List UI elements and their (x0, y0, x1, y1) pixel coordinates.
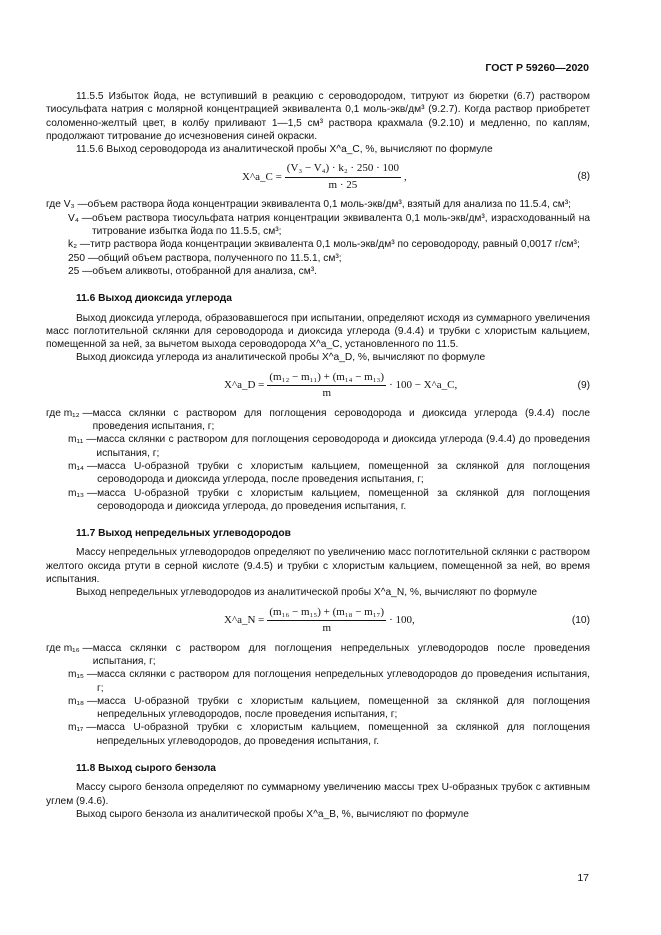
definition-symbol: где V₃ — (46, 199, 88, 211)
definition-item (46, 212, 590, 239)
formula-8 (46, 162, 590, 192)
definition-symbol: где m₁₆ — (46, 642, 93, 654)
definition-text: масса U-образной трубки с хлористым кальцием, помещенной за склянкой для поглощения непредельных углеводородов, до проведения испытания, г. (96, 722, 590, 747)
formula-8-denominator: m · 25 (328, 178, 358, 191)
definition-item (46, 721, 590, 748)
section-11-8-title: 11.8 Выход сырого бензола (76, 762, 216, 774)
definition-symbol: 25 — (68, 265, 93, 277)
formula-9-fraction (267, 371, 386, 401)
definition-symbol: m₁₇ — (68, 722, 97, 734)
definition-text: объем аликвоты, отобранной для анализа, см³. (92, 265, 317, 277)
formula-9-tail: · 100 − X^a_C, (389, 378, 458, 391)
definition-item (46, 668, 590, 695)
paragraph-11-5-5: 11.5.5 Избыток йода, не вступивший в реакцию с сероводородом, титруют из бюретки (6.7) раствором тиосульфата натрия с молярной концентрацией эквивалента 0,1 моль-экв/дм³ (9.2.7). Когда раствор приобретет соломенно-желтый цвет, в колбу приливают 1—1,5 см³ раствора крахмала (9.2.10) и медленно, по каплям, продолжают титрование до исчезновения синей окраски. (46, 91, 590, 142)
definition-item (46, 198, 590, 211)
definition-symbol: m₁₄ — (68, 460, 98, 472)
section-11-8-paragraph-1: Массу сырого бензола определяют по суммарному увеличению массы трех U-образных трубок с активным углем (9.4.6). (46, 782, 590, 807)
formula-9-lhs: X^a_D = (224, 378, 265, 391)
definition-text: масса склянки с раствором для поглощения сероводорода и диоксида углерода (9.4.4) после проведения испытания, г; (92, 407, 590, 433)
definition-symbol: m₁₃ — (68, 487, 98, 499)
formula-10-number: (10) (571, 614, 590, 626)
section-11-6-paragraph-1: Выход диоксида углерода, образовавшегося при испытании, определяют исходя из суммарного увеличения масс поглотительной склянки для сероводорода и диоксида углерода (9.4.4) и трубки с хлористым кальцием, помещенной за ней, за вычетом выхода сероводорода X^a_C, установленного по 11.5. (46, 312, 590, 351)
definition-symbol: m₁₁ — (68, 434, 97, 446)
section-11-6-title: 11.6 Выход диоксида углерода (76, 293, 232, 305)
formula-10 (46, 606, 590, 636)
definition-symbol: m₁₅ — (68, 669, 98, 681)
definition-text: масса склянки с раствором для поглощения сероводорода и диоксида углерода (9.4.4) до проведения испытания, г; (96, 434, 590, 459)
section-11-7-title: 11.7 Выход непредельных углеводородов (76, 528, 291, 540)
formula-9 (46, 371, 590, 401)
definition-text: объем раствора тиосульфата натрия концентрации эквивалента 0,1 моль-экв/дм³, израсходованный на титрование избытка йода по 11.5.5, см³; (91, 212, 590, 238)
definition-text: масса склянки с раствором для поглощения непредельных углеводородов после проведения испытания, г; (92, 642, 590, 667)
formula-9-number: (9) (577, 379, 590, 391)
formula-8-lhs: X^a_C = (242, 170, 282, 183)
definition-item (46, 433, 590, 460)
section-11-8-paragraph-2: Выход сырого бензола из аналитической пробы X^a_B, %, вычисляют по формуле (76, 808, 469, 820)
formula-8-number: (8) (577, 171, 590, 183)
definition-text: объем раствора йода концентрации эквивалента 0,1 моль-экв/дм³, взятый для анализа по 11.5.4, см³; (87, 199, 571, 211)
definition-item (46, 252, 590, 265)
definition-text: масса U-образной трубки с хлористым кальцием, помещенной за склянкой для поглощения сероводорода и диоксида углерода, до проведения испытания, г. (97, 487, 590, 512)
page-number: 17 (577, 872, 589, 884)
formula-10-definitions (46, 642, 590, 748)
paragraph-11-5-6: 11.5.6 Выход сероводорода из аналитической пробы X^a_C, %, вычисляют по формуле (76, 144, 493, 156)
definition-item (46, 460, 590, 487)
document-body (46, 90, 590, 821)
definition-item (46, 487, 590, 514)
definition-text: масса U-образной трубки с хлористым кальцием, помещенной за склянкой для поглощения непредельных углеводородов, после проведения испытания, г; (97, 695, 590, 721)
formula-10-fraction (267, 606, 386, 636)
section-11-6-paragraph-2: Выход диоксида углерода из аналитической пробы X^a_D, %, вычисляют по формуле (76, 352, 486, 364)
section-11-7-paragraph-2: Выход непредельных углеводородов из аналитической пробы X^a_N, %, вычисляют по формуле (76, 587, 538, 599)
section-11-7-paragraph-1: Массу непредельных углеводородов определяют по увеличению масс поглотительной склянки с раствором желтого оксида ртути в серной кислоте (9.4.5) и трубки с хлористым кальцием, помещенной за ней, во время испытания. (46, 547, 590, 586)
definition-item (46, 642, 590, 669)
definition-text: масса U-образной трубки с хлористым кальцием, помещенной за склянкой для поглощения сероводорода и диоксида углерода, после проведения испытания, г; (97, 460, 590, 486)
definition-symbol: V₄ — (68, 212, 92, 224)
definition-text: общий объем раствора, полученного по 11.5.1, см³; (98, 252, 342, 264)
formula-9-denominator: m (322, 387, 331, 400)
formula-10-denominator: m (322, 621, 331, 634)
formula-9-definitions (46, 407, 590, 513)
formula-10-tail: · 100, (389, 613, 415, 626)
definition-item (46, 238, 590, 251)
formula-10-lhs: X^a_N = (224, 613, 265, 626)
definition-text: масса склянки с раствором для поглощения непредельных углеводородов до проведения испытания, г; (97, 669, 590, 694)
formula-8-definitions (46, 198, 590, 278)
definition-item (46, 407, 590, 434)
definition-item (46, 265, 590, 278)
definition-symbol: m₁₈ — (68, 695, 98, 707)
formula-8-tail: , (404, 170, 407, 183)
formula-9-numerator: (m₁₂ − m₁₁) + (m₁₄ − m₁₃) (267, 371, 386, 386)
definition-text: титр раствора йода концентрации эквивалента 0,1 моль-экв/дм³ по сероводороду, равный 0,0017 г/см³; (90, 239, 580, 251)
standard-header: ГОСТ Р 59260—2020 (485, 62, 589, 74)
formula-10-numerator: (m₁₆ − m₁₅) + (m₁₈ − m₁₇) (267, 606, 386, 621)
formula-8-numerator: (V₃ − V₄) · k₂ · 250 · 100 (285, 162, 401, 177)
definition-item (46, 695, 590, 722)
definition-symbol: где m₁₂ — (46, 407, 93, 419)
definition-symbol: 250 — (68, 252, 99, 264)
formula-8-fraction (285, 162, 401, 192)
definition-symbol: k₂ — (68, 239, 91, 251)
